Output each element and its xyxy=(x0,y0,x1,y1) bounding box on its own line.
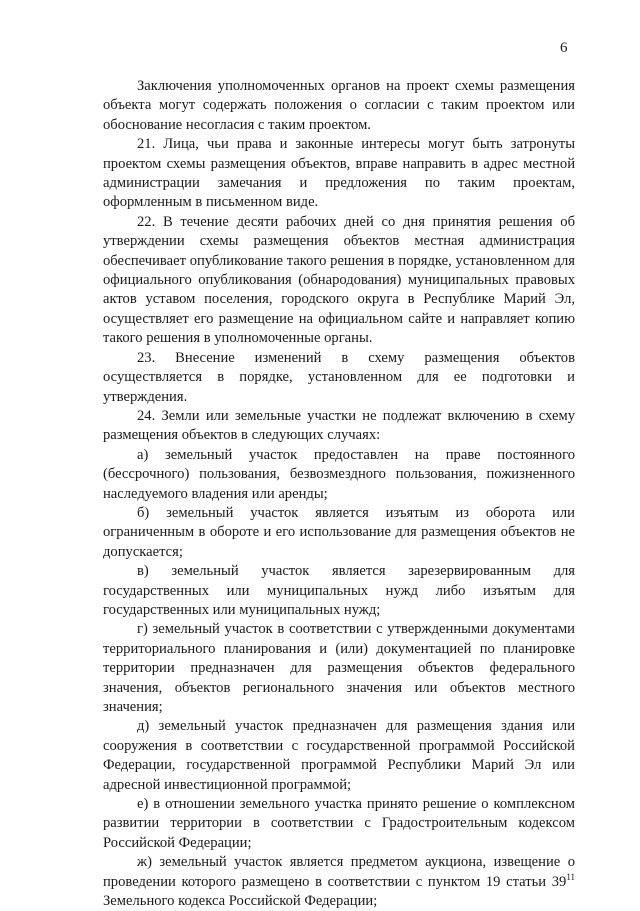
paragraph-23: 23. Внесение изменений в схему размещения объектов осуществляется в порядке, установленном для ее подготовки и утверждения. xyxy=(103,349,575,405)
page-number: 6 xyxy=(560,40,568,56)
paragraph-24-d: д) земельный участок предназначен для размещения здания или сооружения в соответствии с государственной программой Российской Федерации, государственной программой Республики Марий Эл или адресной инвестиционной программой; xyxy=(103,718,575,793)
paragraph-24-zh-tail: Земельного кодекса Российской Федерации; xyxy=(103,893,378,910)
paragraph-24-zh xyxy=(103,853,575,911)
paragraph-24-v: в) земельный участок является зарезервированным для государственных или муниципальных нужд либо изъятым для государственных или муниципальных нужд; xyxy=(103,563,575,618)
paragraph-24-a: а) земельный участок предоставлен на праве постоянного (бессрочного) пользования, безвозмездного пользования, пожизненного наследуемого владения или аренды; xyxy=(103,446,575,502)
article-superscript: 11 xyxy=(566,871,575,882)
paragraph-24-g: г) земельный участок в соответствии с утвержденными документами территориального планирования и (или) документацией по планировке территории предназначен для размещения объектов федерального значения, объектов регионального значения или объектов местного значения; xyxy=(103,621,575,715)
paragraph-approvals-conclusions: Заключения уполномоченных органов на проект схемы размещения объекта могут содержать положения о согласии с таким проектом или обоснование несогласия с таким проектом. xyxy=(103,78,575,133)
paragraph-24-e: е) в отношении земельного участка принято решение о комплексном развитии территории в соответствии с Градостроительным кодексом Российской Федерации; xyxy=(103,796,575,851)
paragraph-21: 21. Лица, чьи права и законные интересы могут быть затронуты проектом схемы размещения объектов, вправе направить в адрес местной администрации замечания и предложения по таким проектам, оформленным в письменном виде. xyxy=(103,136,575,211)
paragraph-24: 24. Земли или земельные участки не подлежат включению в схему размещения объектов в следующих случаях: xyxy=(103,407,575,444)
document-body xyxy=(103,77,575,911)
paragraph-24-zh-text: ж) земельный участок является предметом аукциона, извещение о проведении которого размещено в соответствии с пунктом 19 статьи 39 xyxy=(103,854,575,890)
paragraph-22: 22. В течение десяти рабочих дней со дня принятия решения об утверждении схемы размещения объектов местная администрация обеспечивает опубликование такого решения в порядке, установленном для официального опубликования (обнародования) муниципальных правовых актов уставом поселения, городского округа в Республике Марий Эл, осуществляет его размещение на официальном сайте и направляет копию такого решения в уполномоченные органы. xyxy=(103,213,575,347)
paragraph-24-b: б) земельный участок является изъятым из оборота или ограниченным в обороте и его использование для размещения объектов не допускается; xyxy=(103,504,575,560)
